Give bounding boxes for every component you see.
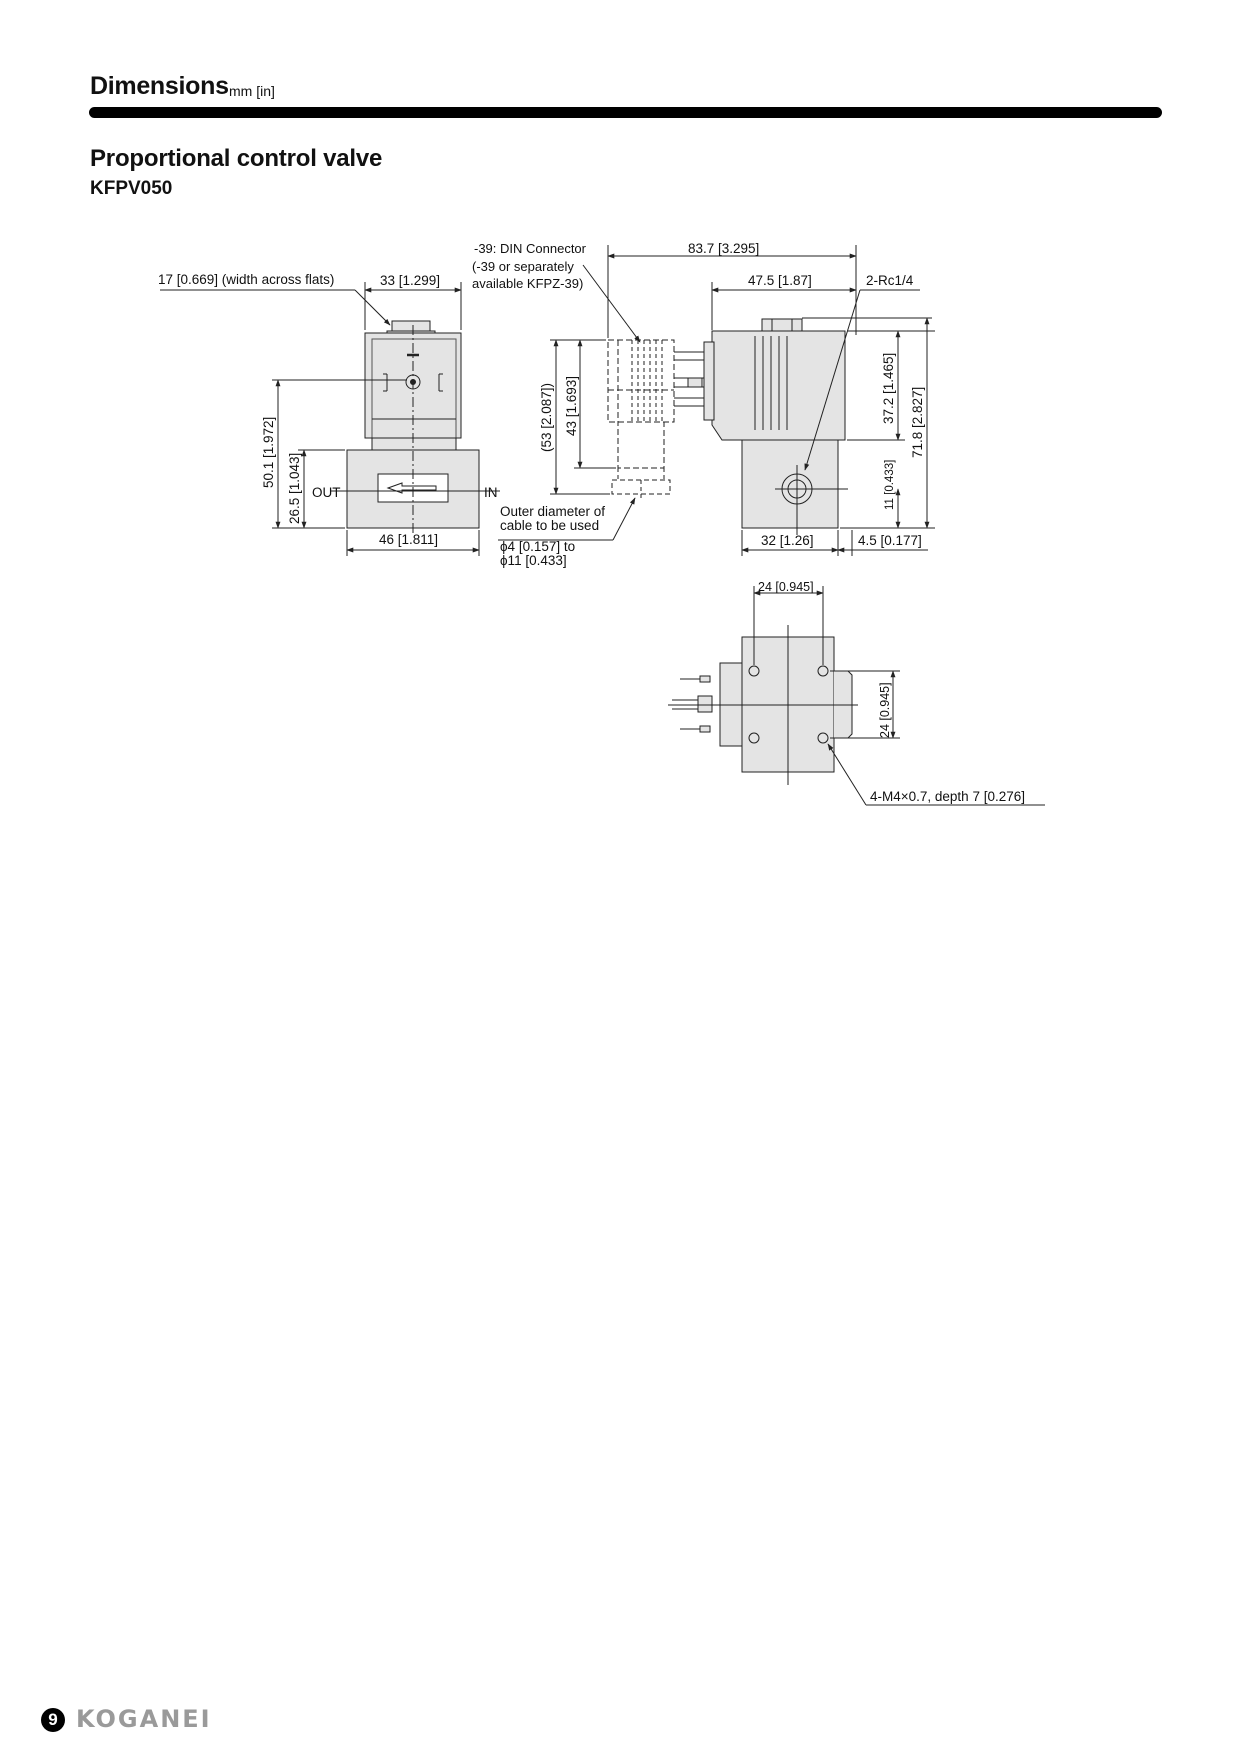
label-connector-note-3: available KFPZ-39): [472, 276, 584, 291]
label-height-body: 26.5 [1.043]: [287, 452, 302, 524]
label-port-thread: 2-Rc1/4: [866, 273, 914, 288]
label-connector-note-1: -39: DIN Connector: [474, 241, 586, 256]
bottom-view: [668, 586, 1045, 805]
unit-note: mm [in]: [229, 83, 275, 99]
label-hole-pitch-x: 24 [0.945]: [758, 580, 814, 594]
model-code: KFPV050: [90, 178, 173, 199]
label-cable-note-2: cable to be used: [500, 518, 600, 533]
label-cable-note-4: ϕ11 [0.433]: [500, 553, 567, 568]
label-port-offset: 4.5 [0.177]: [858, 533, 922, 548]
brand-logo: KOGANEI: [76, 1705, 212, 1733]
label-port-in: IN: [484, 485, 498, 500]
label-coil-height: 37.2 [1.465]: [881, 352, 896, 424]
label-width-body: 46 [1.811]: [379, 532, 439, 547]
label-length-coil: 47.5 [1.87]: [748, 273, 812, 288]
label-flats: 17 [0.669] (width across flats): [158, 272, 335, 287]
label-port-height: 11 [0.433]: [884, 459, 896, 510]
label-width-top: 33 [1.299]: [380, 273, 441, 288]
label-height-total: 50.1 [1.972]: [261, 416, 276, 488]
page-section-title: Dimensions: [90, 72, 229, 100]
label-mount-thread: 4-M4×0.7, depth 7 [0.276]: [870, 789, 1025, 804]
product-title: Proportional control valve: [90, 145, 383, 172]
label-cable-note-1: Outer diameter of: [500, 504, 606, 519]
label-body-width: 32 [1.26]: [761, 533, 814, 548]
label-hole-pitch-y: 24 [0.945]: [878, 682, 892, 738]
label-total-height: 71.8 [2.827]: [910, 386, 925, 458]
label-connector-height: 43 [1.693]: [564, 375, 579, 436]
label-port-out: OUT: [312, 485, 341, 500]
label-connector-note-2: (-39 or separately: [472, 259, 574, 274]
label-length-total: 83.7 [3.295]: [688, 241, 760, 256]
page-number-badge: 9: [41, 1708, 65, 1732]
label-connector-height-ref: (53 [2.087]): [539, 382, 554, 452]
front-view: [160, 282, 500, 556]
label-cable-note-3: ϕ4 [0.157] to: [500, 539, 576, 554]
